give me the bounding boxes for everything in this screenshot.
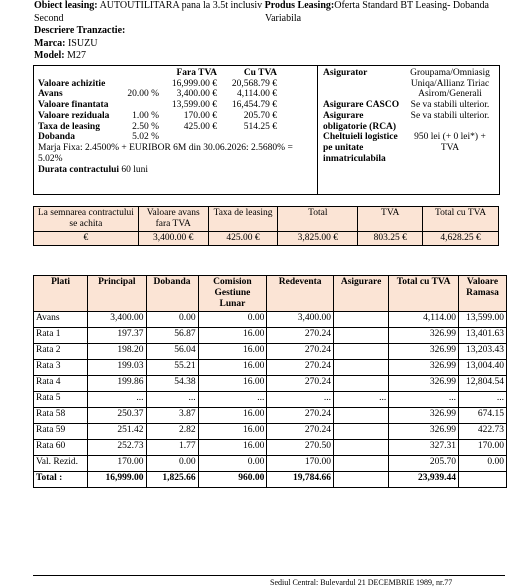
fin-pct [121,100,159,111]
schedule-cell: 251.42 [88,424,146,440]
schedule-cell: ... [146,392,198,408]
schedule-cell: 327.31 [389,440,459,456]
schedule-cell [334,360,389,376]
durata-row [38,165,314,176]
marca-value: ISUZU [67,37,98,49]
schedule-cell: ... [389,392,459,408]
summary-value-cell: 425.00 € [208,232,278,246]
schedule-row [34,392,507,408]
schedule-cell: 199.86 [88,376,146,392]
fin-fara [159,132,217,143]
header-row-2 [34,13,504,26]
summary-value-cell: 3,825.00 € [278,232,358,246]
schedule-cell: 56.87 [146,328,198,344]
schedule-cell: 3.87 [146,408,198,424]
schedule-cell: 270.50 [267,440,334,456]
col-cu-tva: Cu TVA [243,68,277,78]
fin-pct [121,79,159,90]
schedule-total-row [34,472,507,488]
schedule-body [34,312,507,488]
marja-text: Marja Fixa: 2.4500% + EURIBOR 6M din 30.06.2026: 2.5680% = 5.02% [38,142,293,164]
schedule-cell: 23,939.44 [389,472,459,488]
schedule-cell: 270.24 [267,344,334,360]
schedule-cell: 16.00 [198,408,267,424]
schedule-cell: 1,825.66 [146,472,198,488]
durata-value: 60 luni [121,165,149,176]
schedule-cell: 12,804.54 [459,376,507,392]
schedule-header-cell: Principal [88,276,146,312]
fin-label: Valoare finantata [38,100,109,111]
col-fara-tva: Fara TVA [176,68,217,78]
insurance-grid [323,68,495,164]
schedule-cell: 422.73 [459,424,507,440]
schedule-cell: 170.00 [267,456,334,472]
schedule-cell: 2.82 [146,424,198,440]
financials-grid [38,68,314,143]
schedule-header-cell: Comision Gestiune Lunar [198,276,267,312]
schedule-cell: 252.73 [88,440,146,456]
casco-value: Se va stabili ulterior. [410,100,490,111]
summary-header-cell: TVA [358,207,423,232]
schedule-cell: 16.00 [198,360,267,376]
fin-label: Avans [38,89,63,100]
schedule-cell [334,440,389,456]
schedule-cell: 326.99 [389,376,459,392]
obiect-label: Obiect leasing: [34,0,98,11]
fin-label: Valoare achizitie [38,78,106,89]
summary-header-cell: Total [278,207,358,232]
insurance-column [323,68,495,164]
schedule-row [34,360,507,376]
box-divider [317,66,318,194]
fin-pct: 2.50 % [132,121,159,132]
schedule-cell: 13,203.43 [459,344,507,360]
schedule-cell: 56.04 [146,344,198,360]
schedule-cell: 270.24 [267,408,334,424]
marca-label: Marca: [34,37,66,49]
schedule-cell: 0.00 [459,456,507,472]
schedule-cell [334,328,389,344]
durata-label: Durata contractului [38,165,120,176]
produs-label: Produs Leasing: [264,0,335,11]
schedule-cell: 326.99 [389,328,459,344]
schedule-cell: 0.00 [146,456,198,472]
schedule-header-cell: Asigurare [334,276,389,312]
schedule-cell: 199.03 [88,360,146,376]
schedule-row-label: Rata 5 [34,392,88,408]
schedule-cell [334,424,389,440]
schedule-cell: 13,401.63 [459,328,507,344]
descriere-label: Descriere Tranzactie: [34,25,126,36]
summary-header-row [34,207,499,232]
schedule-cell: 4,114.00 [389,312,459,328]
obiect-value: AUTOUTILITARA pana la 3.5t inclusiv [99,0,263,11]
asigurator-label: Asigurator [323,68,368,78]
summary-header-cell: Total cu TVA [423,207,499,232]
schedule-row [34,456,507,472]
schedule-cell [459,472,507,488]
financials-column [38,68,314,176]
schedule-row [34,424,507,440]
schedule-header-cell: Total cu TVA [389,276,459,312]
schedule-cell: 16.00 [198,344,267,360]
summary-header-cell: La semnarea contractului se achita [34,207,139,232]
schedule-row-label: Rata 58 [34,408,88,424]
schedule-cell: 326.99 [389,424,459,440]
fin-pct: 20.00 % [127,89,159,100]
rca-value: Se va stabili ulterior. [410,110,490,121]
summary-header-cell: Taxa de leasing [208,207,278,232]
header-row-5 [34,50,504,63]
schedule-cell: 960.00 [198,472,267,488]
schedule-header-cell: Plati [34,276,88,312]
header-row-4 [34,38,504,51]
schedule-header-row [34,276,507,312]
schedule-cell: 16.00 [198,424,267,440]
fin-cu: 16,454.79 € [231,100,277,111]
model-label: Model: [34,50,65,61]
summary-value-row [34,232,499,246]
schedule-cell: 3,400.00 [88,312,146,328]
schedule-cell: 270.24 [267,424,334,440]
model-value: M27 [67,50,86,61]
fin-cu: 4,114.00 € [236,89,277,100]
schedule-row [34,344,507,360]
schedule-cell [334,456,389,472]
fin-fara: 170.00 € [183,110,217,121]
financial-info-box [33,65,500,195]
cheltuieli-value: 950 lei (+ 0 lei*) + TVA [414,132,486,153]
fin-fara: 13,599.00 € [171,100,217,111]
schedule-cell: 0.00 [198,456,267,472]
schedule-cell: 0.00 [146,312,198,328]
schedule-cell: 55.21 [146,360,198,376]
schedule-row [34,312,507,328]
schedule-cell [334,408,389,424]
summary-header-cell: Valoare avans fara TVA [138,207,208,232]
summary-value-cell: 4,628.25 € [423,232,499,246]
fin-cu: 514.25 € [243,121,277,132]
cheltuieli-label: Cheltuieli logistice pe unitate inmatriculabila [323,132,398,164]
fin-label: Taxa de leasing [38,121,100,132]
schedule-cell: ... [334,392,389,408]
schedule-cell: 674.15 [459,408,507,424]
schedule-cell [334,312,389,328]
fin-cu: 205.70 € [243,110,277,121]
schedule-cell: 13,599.00 [459,312,507,328]
casco-label: Asigurare CASCO [323,100,400,111]
schedule-cell: 326.99 [389,408,459,424]
schedule-cell: 16.00 [198,440,267,456]
fin-pct: 5.02 % [132,132,159,143]
footer-divider [33,575,505,576]
schedule-row-label: Avans [34,312,88,328]
schedule-row-label: Val. Rezid. [34,456,88,472]
schedule-row [34,328,507,344]
payment-schedule-table [33,275,507,488]
schedule-cell: ... [88,392,146,408]
schedule-cell [334,344,389,360]
schedule-header-cell: Dobanda [146,276,198,312]
schedule-row-label: Rata 3 [34,360,88,376]
header-row-1 [34,0,504,13]
schedule-cell: 16.00 [198,376,267,392]
fin-pct: 1.00 % [132,110,159,121]
summary-value-cell: € [34,232,139,246]
schedule-cell: 13,004.40 [459,360,507,376]
schedule-cell: ... [459,392,507,408]
financials-corner [38,68,121,79]
fin-label: Dobanda [38,132,75,143]
schedule-cell: 205.70 [389,456,459,472]
schedule-row-label: Total : [34,472,88,488]
schedule-cell: 54.38 [146,376,198,392]
schedule-cell [334,376,389,392]
schedule-cell [334,472,389,488]
schedule-header-cell: Redeventa [267,276,334,312]
schedule-cell: 250.37 [88,408,146,424]
summary-value-cell: 3,400.00 € [138,232,208,246]
schedule-header-cell: Valoare Ramasa [459,276,507,312]
summary-value-cell: 803.25 € [358,232,423,246]
schedule-cell: 16.00 [198,328,267,344]
schedule-cell: ... [198,392,267,408]
produs-value-cont: Variabila [265,12,302,24]
schedule-cell: 270.24 [267,360,334,376]
header-row-3 [34,25,504,38]
asigurator-value: Groupama/Omniasig Uniqa/Allianz Tiriac Asirom/Generali [410,68,490,100]
schedule-cell: 326.99 [389,360,459,376]
obiect-value-cont: Second [34,12,64,24]
schedule-cell: 270.24 [267,328,334,344]
schedule-cell: 3,400.00 [267,312,334,328]
schedule-cell: 0.00 [198,312,267,328]
fin-cu [217,132,277,143]
schedule-cell: 1.77 [146,440,198,456]
schedule-row-label: Rata 59 [34,424,88,440]
schedule-row [34,440,507,456]
rca-label: Asigurare obligatorie (RCA) [323,110,397,132]
schedule-row-label: Rata 60 [34,440,88,456]
schedule-cell: 270.24 [267,376,334,392]
schedule-row [34,408,507,424]
footer-text: Sediul Central: Bulevardul 21 DECEMBRIE 1989, nr.77 [270,578,453,587]
produs-value: Oferta Standard BT Leasing- Dobanda [334,0,489,11]
schedule-row-label: Rata 2 [34,344,88,360]
fin-fara: 3,400.00 € [176,89,217,100]
fin-fara: 425.00 € [183,121,217,132]
schedule-row-label: Rata 1 [34,328,88,344]
header-block [34,0,504,63]
schedule-cell: 170.00 [459,440,507,456]
schedule-cell: 326.99 [389,344,459,360]
schedule-cell: 170.00 [88,456,146,472]
schedule-cell: 16,999.00 [88,472,146,488]
fin-label: Valoare reziduala [38,110,110,121]
schedule-cell: 19,784.66 [267,472,334,488]
fin-fara: 16,999.00 € [171,78,217,89]
schedule-cell: 198.20 [88,344,146,360]
summary-table [33,206,499,246]
schedule-cell: 197.37 [88,328,146,344]
fin-cu: 20,568.79 € [231,78,277,89]
schedule-row-label: Rata 4 [34,376,88,392]
schedule-row [34,376,507,392]
schedule-cell: ... [267,392,334,408]
